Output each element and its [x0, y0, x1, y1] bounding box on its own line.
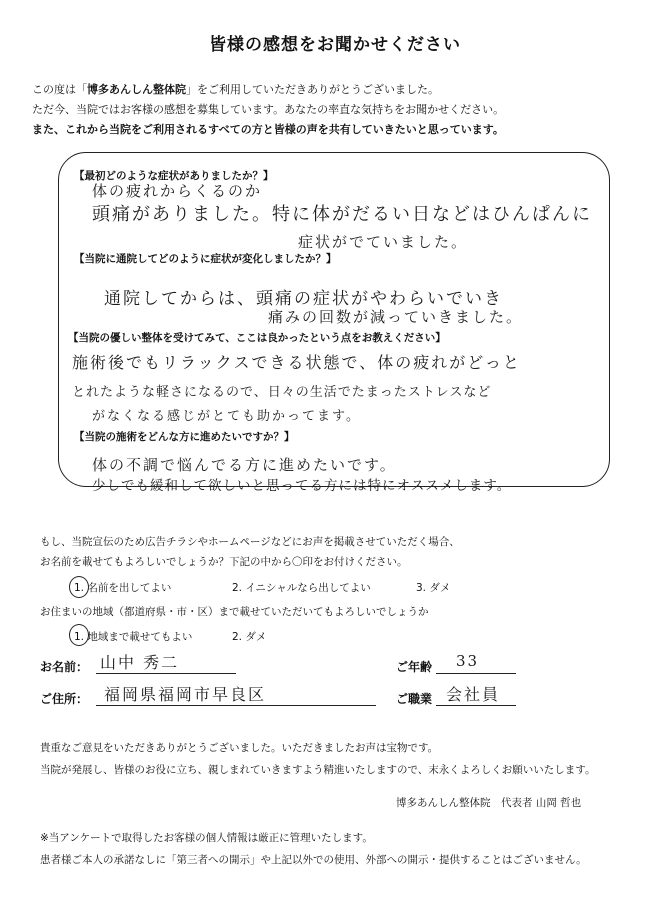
consent-line-2: お名前を載せてもよろしいでしょうか？下記の中から〇印をお付けください。 [40, 556, 408, 568]
job-label: ご職業 [396, 692, 433, 706]
answer-3-line-1: 施術後でもリラックスできる状態で、体の疲れがどっと [72, 353, 521, 372]
answer-3-line-2: とれたような軽さになるので、日々の生活でたまったストレスなど [72, 385, 492, 400]
question-2-label: 【当院に通院してどのように症状が変化しましたか？】 [74, 253, 337, 265]
question-1-label: 【最初どのような症状がありましたか？】 [74, 170, 274, 182]
age-underline [436, 673, 516, 674]
answer-1-line-1: 体の疲れからくるのか [92, 182, 263, 200]
answer-4-line-2: 少しでも緩和して欲しいと思ってる方には特にオススメします。 [92, 478, 512, 494]
closing-line-2: 当院が発展し、皆様のお役に立ち、親しまれていきますよう精進いたしますので、末永くよろしくお願いいたします。 [40, 764, 596, 776]
answer-2-line-1: 通院してからは、頭痛の症状がやわらいでいき [104, 289, 503, 309]
closing-line-1: 貴重なご意見をいただきありがとうございました。いただきましたお声は宝物です。 [40, 742, 439, 754]
name-option-2[interactable]: 2. イニシャルなら出してよい [232, 582, 371, 594]
age-label: ご年齢 [396, 660, 433, 674]
answer-4-line-1: 体の不調で悩んでる方に進めたいです。 [92, 456, 397, 474]
answer-1-line-2: 頭痛がありました。特に体がだるい日などはひんぱんに [92, 204, 592, 225]
area-option-2[interactable]: 2. ダメ [232, 631, 267, 643]
clinic-name: 博多あんしん整体院 [87, 83, 186, 96]
name-underline [96, 673, 236, 674]
intro-line-2: ただ今、当院ではお客様の感想を募集しています。あなたの率直な気持ちをお聞かせください。 [32, 103, 505, 116]
job-value[interactable]: 会社員 [446, 685, 501, 704]
name-option-1[interactable]: 1. 名前を出してよい [74, 582, 172, 594]
name-label: お名前： [40, 660, 89, 674]
question-4-label: 【当院の施術をどんな方に進めたいですか？】 [74, 431, 295, 443]
answer-1-line-3: 症状がでていました。 [298, 233, 469, 251]
answer-2-line-2: 痛みの回数が減っていきました。 [268, 308, 524, 326]
intro-text [32, 80, 504, 140]
intro-line-1: この度は「博多あんしん整体院」をご利用していただきありがとうございました。 [32, 83, 439, 96]
question-3-label: 【当院の優しい整体を受けてみて、ここは良かったという点をお教えください】 [68, 332, 446, 344]
consent-line-1: もし、当院宣伝のため広告チラシやホームページなどにお声を掲載させていただく場合、 [40, 536, 460, 548]
address-value[interactable]: 福岡県福岡市早良区 [104, 685, 267, 704]
footer-line-1: ※当アンケートで取得したお客様の個人情報は厳正に管理いたします。 [40, 832, 373, 844]
name-value[interactable]: 山中 秀二 [100, 653, 180, 672]
page-title: 皆様の感想をお聞かせください [209, 35, 461, 55]
signature: 博多あんしん整体院 代表者 山岡 哲也 [396, 797, 582, 809]
intro-line-3: また、これから当院をご利用されるすべての方と皆様の声を共有していきたいと思っています。 [32, 123, 504, 136]
address-underline [96, 705, 376, 706]
age-value[interactable]: 33 [456, 652, 480, 670]
address-label: ご住所： [40, 692, 89, 706]
job-underline [436, 705, 516, 706]
area-option-1[interactable]: 1. 地域まで載せてもよい [74, 631, 193, 643]
footer-line-2: 患者様ご本人の承諾なしに「第三者への開示」や上記以外での使用、外部への開示・提供することはございません。 [40, 854, 587, 866]
name-option-3[interactable]: 3. ダメ [416, 582, 451, 594]
answer-3-line-3: がなくなる感じがとても助かってます。 [92, 409, 361, 424]
area-question: お住まいの地域（都道府県・市・区）まで載せていただいてもよろしいでしょうか [40, 606, 429, 618]
